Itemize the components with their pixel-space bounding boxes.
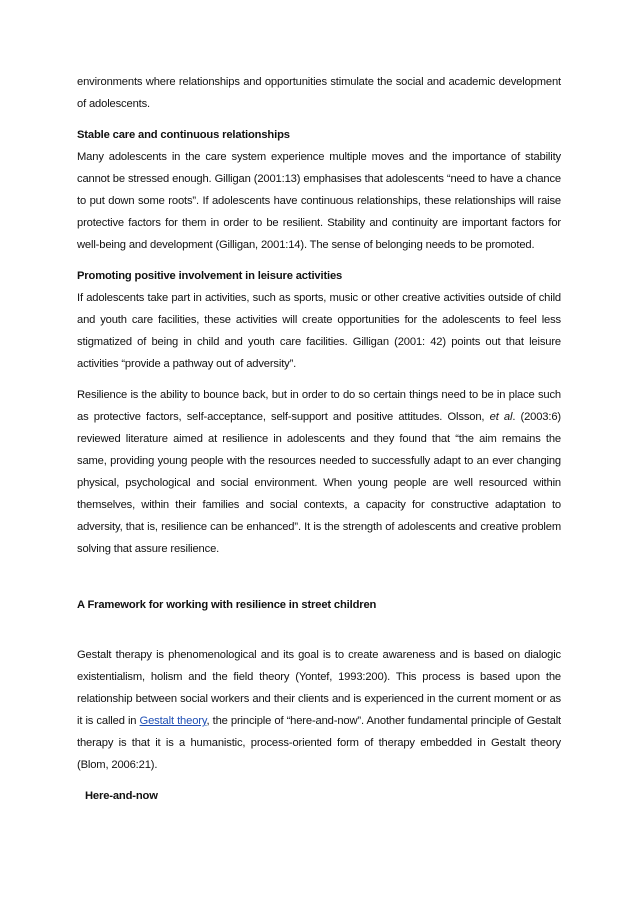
- resilience-text-b: . (2003:6) reviewed literature aimed at resilience in adolescents and they found that “the aim remains the same, providing young people with the resources needed to successfully adapt to an ever changing physical, psychological and social environment. When young people are well resourced within themselves, within their families and social contexts, a capacity for constructive adaptation to adversity, that is, resilience can be enhanced”. It is the strength of adolescents and creative problem solving that assure resilience.: [77, 411, 561, 555]
- intro-paragraph: environments where relationships and opportunities stimulate the social and academic development of adolescents.: [77, 76, 561, 110]
- gestalt-text-b: , the principle of “here-and-now”. Another fundamental principle of Gestalt therapy is that it is a humanistic, process-oriented form of therapy embedded in Gestalt theory (Blom, 2006:21).: [77, 715, 561, 771]
- et-al-italic: et al: [489, 411, 513, 423]
- gestalt-theory-link[interactable]: Gestalt theory: [139, 715, 207, 727]
- gestalt-text-a: Gestalt therapy is phenomenological and its goal is to create awareness and is based on dialogic existentialism, holism and the field theory (Yontef, 1993:200). This process is based upon the relationship between social workers and their clients and is experienced in the current moment or as it is called in: [77, 649, 561, 727]
- section-heading-leisure: Promoting positive involvement in leisure activities: [77, 270, 343, 282]
- resilience-text-a: Resilience is the ability to bounce back, but in order to do so certain things need to be in place such as protective factors, self-acceptance, self-support and positive attitudes. Olsson,: [77, 389, 561, 423]
- leisure-paragraph: If adolescents take part in activities, such as sports, music or other creative activities outside of child and youth care facilities, these activities will create opportunities for the adolescents to feel less stigmatized of being in child and youth care facilities. Gilligan (2001: 42) points out that leisure activities “provide a pathway out of adversity”.: [77, 292, 561, 370]
- here-and-now-heading: Here-and-now: [85, 790, 158, 802]
- gestalt-paragraph: [77, 644, 561, 776]
- stable-care-paragraph: Many adolescents in the care system experience multiple moves and the importance of stability cannot be stressed enough. Gilligan (2001:13) emphasises that adolescents “need to have a chance to put down some roots”. If adolescents have continuous relationships, these relationships will raise protective factors for them in order to be resilient. Stability and continuity are important factors for well-being and development (Gilligan, 2001:14). The sense of belonging needs to be promoted.: [77, 151, 561, 251]
- section-heading-stable-care: Stable care and continuous relationships: [77, 129, 290, 141]
- framework-heading: A Framework for working with resilience in street children: [77, 599, 377, 611]
- resilience-paragraph: [77, 384, 561, 560]
